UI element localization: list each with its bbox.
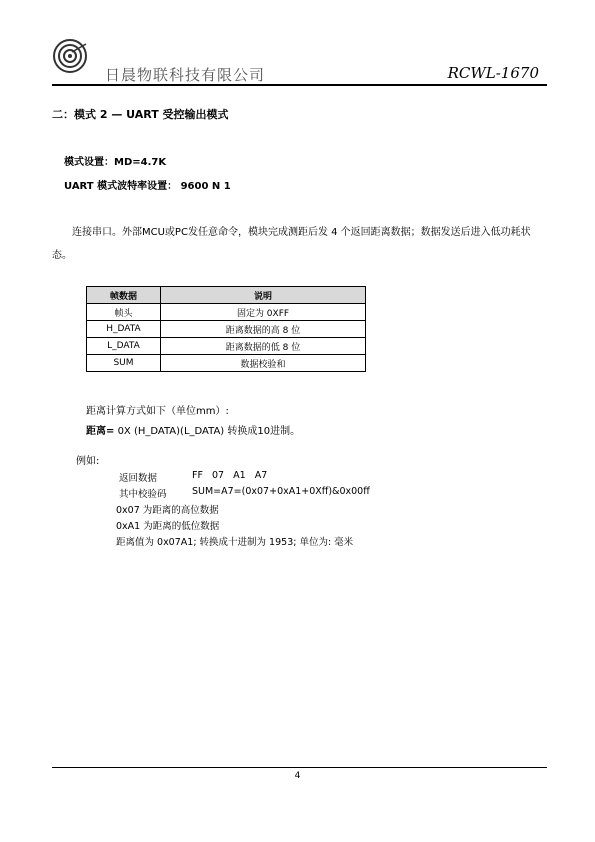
baud-setting: UART 模式波特率设置： 9600 N 1 [64, 181, 231, 192]
section-title: 二：模式 2 — UART 受控输出模式 [52, 108, 229, 121]
table-cell: 帧头 [87, 304, 161, 321]
table-cell: H_DATA [87, 321, 161, 338]
calc-formula [86, 422, 300, 437]
table-row [87, 304, 366, 321]
model-number: RCWL-1670 [447, 64, 539, 82]
column-header: 说明 [161, 287, 366, 304]
table-cell: SUM [87, 355, 161, 372]
frame-table [86, 286, 366, 372]
example-label: 例如: [76, 456, 100, 467]
mode-setting: 模式设置：MD=4.7K [64, 157, 167, 168]
table-cell: L_DATA [87, 338, 161, 355]
table-row [87, 355, 366, 372]
footer-rule [52, 767, 547, 768]
table-row [87, 321, 366, 338]
table-cell: 距离数据的低 8 位 [161, 338, 366, 355]
calc-intro: 距离计算方式如下（单位mm）: [86, 406, 229, 417]
page-number: 4 [294, 771, 301, 781]
table-cell: 距离数据的高 8 位 [161, 321, 366, 338]
table-header-row [87, 287, 366, 304]
example-return-label: 返回数据 [119, 473, 158, 484]
example-return-values: FF 07 A1 A7 [192, 470, 268, 481]
example-checksum-label: 其中校验码 [119, 489, 167, 500]
header-rule [52, 84, 547, 86]
formula-text: 0X (H_DATA)(L_DATA) 转换成10进制。 [114, 426, 301, 437]
description-paragraph: 连接串口。外部MCU或PC发任意命令，模块完成测距后发 4 个返回距离数据；数据发送后进入低功耗状态。 [52, 227, 531, 261]
example-high-byte: 0x07 为距离的高位数据 [116, 505, 219, 516]
company-logo [52, 38, 88, 74]
formula-label: 距离= [86, 426, 115, 437]
example-checksum-value: SUM=A7=(0x07+0xA1+0Xff)&0x00ff [192, 486, 370, 497]
table-row [87, 338, 366, 355]
table-cell: 数据校验和 [161, 355, 366, 372]
company-name: 日晨物联科技有限公司 [105, 66, 266, 84]
column-header: 帧数据 [87, 287, 161, 304]
table-cell: 固定为 0XFF [161, 304, 366, 321]
example-distance-value: 距离值为 0x07A1; 转换成十进制为 1953; 单位为: 毫米 [116, 537, 354, 548]
example-low-byte: 0xA1 为距离的低位数据 [116, 521, 220, 532]
